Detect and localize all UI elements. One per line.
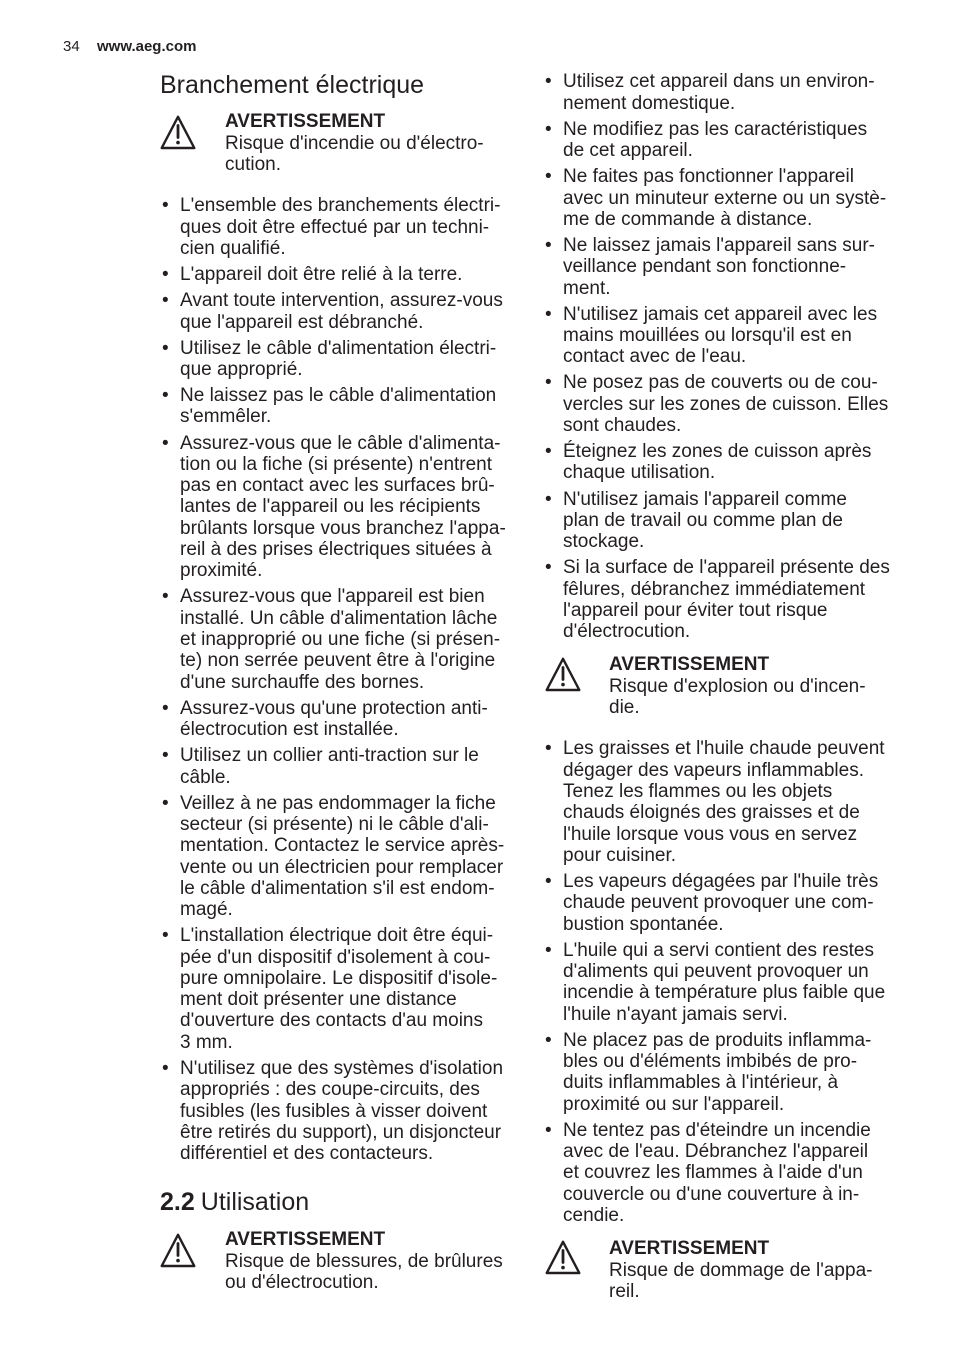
list-item	[180, 290, 506, 333]
bullet-text-line: • Ne tentez pas d'éteindre un incendie	[563, 1119, 871, 1141]
bullet-text-line: 3 mm.	[180, 1031, 233, 1053]
bullet-text-line: brûlants lorsque vous branchez l'appa-	[180, 517, 506, 539]
bullet-text-line: dégager des vapeurs inflammables.	[563, 759, 865, 781]
bullet-text-line: • L'huile qui a servi contient des restes	[563, 939, 874, 961]
warning-text-line: Risque d'incendie ou d'électro-	[225, 132, 484, 154]
list-item	[180, 698, 506, 741]
bullet-text-line: pas en contact avec les surfaces brû-	[180, 475, 495, 497]
bullet-text-line: cendie.	[563, 1204, 625, 1226]
bullet-text-line: • Ne placez pas de produits inflamma-	[563, 1029, 872, 1051]
section-title-utilisation	[160, 1187, 309, 1217]
bullet-text-line: d'aliments qui peuvent provoquer un	[563, 961, 869, 982]
list-item	[563, 1120, 885, 1226]
list-item	[563, 235, 890, 299]
bullet-text-line: vente ou un électricien pour remplacer	[180, 856, 504, 878]
section-title-branchement: Branchement électrique	[160, 71, 425, 99]
page-number: 34	[63, 38, 80, 55]
list-item	[563, 489, 890, 553]
bullet-text-line: chauds éloignés des graisses et de	[563, 802, 860, 824]
bullet-text-line: que l'appareil est débranché.	[180, 311, 424, 333]
bullet-text-line: et couvrez les flammes à l'aide d'un	[563, 1162, 863, 1184]
usage-list	[563, 71, 890, 647]
bullet-text-line: d'ouverture des contacts d'au moins	[180, 1010, 483, 1032]
bullet-text-line: te) non serrée peuvent être à l'origine	[180, 650, 496, 672]
bullet-text-line: chaque utilisation.	[563, 462, 716, 484]
list-item	[563, 738, 885, 866]
bullet-text-line: chaude peuvent provoquer une com-	[563, 892, 874, 914]
warning-box	[225, 1229, 503, 1294]
bullet-text-line: • Les vapeurs dégagées par l'huile très	[563, 870, 879, 892]
bullet-text-line: • L'ensemble des branchements électri-	[180, 195, 501, 217]
bullet-text-line: • Assurez-vous qu'une protection anti-	[180, 697, 488, 719]
bullet-text-line: duits inflammables à l'intérieur, à	[563, 1072, 839, 1094]
bullet-text-line: ques doit être effectué par un techni-	[180, 216, 490, 238]
bullet-text-line: et inapproprié ou une fiche (si présen-	[180, 629, 501, 651]
bullet-text-line: sont chaudes.	[563, 415, 682, 437]
list-item	[563, 71, 890, 114]
warning-text-line: die.	[609, 697, 640, 719]
bullet-text-line: couvercle ou d'une couverture à in-	[563, 1183, 860, 1205]
bullet-text-line: vercles sur les zones de cuisson. Elles	[563, 393, 889, 415]
warning-triangle-icon	[545, 1240, 581, 1275]
warning-title: AVERTISSEMENT	[225, 111, 386, 133]
list-item	[180, 925, 506, 1053]
bullet-text-line: pure omnipolaire. Le dispositif d'isole-	[180, 967, 498, 989]
bullet-text-line: câble.	[180, 766, 231, 788]
warning-title: AVERTISSEMENT	[609, 654, 770, 676]
bullet-text-line: le câble d'alimentation s'il est endom-	[180, 877, 495, 899]
bullet-text-line: • Utilisez un collier anti-traction sur le	[180, 745, 479, 767]
bullet-text-line: magé.	[180, 899, 233, 921]
bullet-text-line: d'une surchauffe des bornes.	[180, 671, 425, 693]
list-item	[180, 385, 506, 428]
bullet-text-line: • Ne laissez pas le câble d'alimentation	[180, 385, 497, 407]
bullet-text-line: avec un minuteur externe ou un systè-	[563, 187, 887, 209]
bullet-text-line: • Utilisez cet appareil dans un environ-	[563, 71, 875, 93]
bullet-text-line: • Ne faites pas fonctionner l'appareil	[563, 166, 854, 188]
bullet-text-line: électrocution est installée.	[180, 719, 399, 741]
bullet-text-line: • Assurez-vous que le câble d'alimenta-	[180, 432, 501, 454]
website-url: www.aeg.com	[97, 38, 197, 55]
bullet-text-line: • Éteignez les zones de cuisson après	[563, 441, 872, 463]
bullet-text-line: reil à des prises électriques situées à	[180, 539, 492, 561]
bullet-text-line: • N'utilisez jamais cet appareil avec les	[563, 303, 878, 325]
bullet-text-line: que approprié.	[180, 358, 303, 380]
bullet-text-line: cien qualifié.	[180, 237, 286, 259]
bullet-text-line: • Ne posez pas de couverts ou de cou-	[563, 372, 878, 394]
warning-text-line: reil.	[609, 1281, 640, 1303]
warning-triangle-icon	[545, 657, 581, 692]
bullet-text-line: veillance pendant son fonctionne-	[563, 256, 847, 278]
bullet-text-line: de cet appareil.	[563, 140, 693, 162]
warning-title: AVERTISSEMENT	[609, 1238, 770, 1260]
list-item	[563, 304, 890, 368]
bullet-text-line: être retirés du support), un disjoncteur	[180, 1121, 502, 1143]
bullet-text-line: • Utilisez le câble d'alimentation électri-	[180, 337, 497, 359]
warning-triangle-icon	[160, 115, 196, 150]
bullet-text-line: mains mouillées ou lorsqu'il est en	[563, 324, 852, 346]
bullet-text-line: l'appareil pour éviter tout risque	[563, 599, 828, 621]
bullet-text-line: • Avant toute intervention, assurez-vous	[180, 290, 503, 312]
warning-text-line: Risque de blessures, de brûlures	[225, 1250, 503, 1272]
bullet-text-line: pée d'un dispositif d'isolement à cou-	[180, 946, 491, 968]
bullet-text-line: plan de travail ou comme plan de	[563, 509, 843, 531]
warning-title: AVERTISSEMENT	[225, 1229, 386, 1251]
bullet-text-line: bustion spontanée.	[563, 913, 724, 935]
list-item	[180, 338, 506, 381]
bullet-text-line: pour cuisiner.	[563, 844, 677, 866]
bullet-text-line: l'huile lorsque vous vous en servez	[563, 823, 858, 845]
bullet-text-line: • Veillez à ne pas endommager la fiche	[180, 792, 496, 814]
list-item	[563, 940, 885, 1025]
warning-box	[609, 654, 866, 719]
bullet-text-line: • N'utilisez que des systèmes d'isolation	[180, 1057, 504, 1079]
bullet-text-line: nement domestique.	[563, 92, 736, 114]
bullet-text-line: secteur (si présente) ni le câble d'ali-	[180, 813, 489, 835]
bullet-text-line: incendie à température plus faible que	[563, 982, 886, 1004]
list-item	[563, 372, 890, 436]
bullet-text-line: Tenez les flammes ou les objets	[563, 780, 833, 802]
list-item	[563, 441, 890, 484]
warning-triangle-icon	[160, 1233, 196, 1268]
bullet-text-line: • L'appareil doit être relié à la terre.	[180, 264, 463, 286]
list-item	[563, 166, 890, 230]
bullet-text-line: tion ou la fiche (si présente) n'entrent	[180, 453, 493, 475]
warning-text-line: Risque d'explosion ou d'incen-	[609, 675, 866, 697]
bullet-text-line: contact avec de l'eau.	[563, 346, 747, 368]
warning-text-line: Risque de dommage de l'appa-	[609, 1259, 873, 1281]
warning-box	[225, 111, 484, 176]
bullet-text-line: ment doit présenter une distance	[180, 989, 457, 1011]
bullet-text-line: lantes de l'appareil ou les récipients	[180, 496, 481, 518]
bullet-text-line: • Assurez-vous que l'appareil est bien	[180, 586, 485, 608]
list-item	[180, 264, 506, 285]
list-item	[180, 433, 506, 582]
bullet-text-line: me de commande à distance.	[563, 208, 813, 230]
bullet-text-line: proximité.	[180, 560, 263, 582]
bullet-text-line: différentiel et des contacteurs.	[180, 1143, 434, 1165]
bullet-text-line: fusibles (les fusibles à visser doivent	[180, 1100, 488, 1122]
list-item	[563, 557, 890, 642]
bullet-text-line: installé. Un câble d'alimentation lâche	[180, 607, 498, 629]
list-item	[563, 1030, 885, 1115]
bullet-text-line: • Ne modifiez pas les caractéristiques	[563, 118, 868, 140]
bullet-text-line: proximité ou sur l'appareil.	[563, 1093, 785, 1115]
bullet-text-line: bles ou d'éléments imbibés de pro-	[563, 1051, 858, 1073]
bullet-text-line: l'huile n'ayant jamais servi.	[563, 1003, 788, 1025]
list-item	[180, 1058, 506, 1164]
list-item	[563, 871, 885, 935]
bullet-text-line: ment.	[563, 277, 611, 299]
list-item	[180, 195, 506, 259]
list-item	[180, 745, 506, 788]
bullet-text-line: • Ne laissez jamais l'appareil sans sur-	[563, 234, 875, 256]
bullet-text-line: fêlures, débranchez immédiatement	[563, 578, 866, 600]
bullet-text-line: stockage.	[563, 531, 645, 553]
bullet-text-line: • Les graisses et l'huile chaude peuvent	[563, 738, 885, 760]
list-item	[180, 793, 506, 921]
bullet-text-line: appropriés : des coupe-circuits, des	[180, 1079, 480, 1101]
bullet-text-line: • N'utilisez jamais l'appareil comme	[563, 488, 847, 510]
bullet-text-line: • Si la surface de l'appareil présente des	[563, 557, 890, 579]
fire-safety-list	[563, 738, 885, 1231]
list-item	[563, 119, 890, 162]
electrical-connection-list	[180, 195, 506, 1169]
warning-text-line: ou d'électrocution.	[225, 1272, 379, 1294]
bullet-text-line: s'emmêler.	[180, 406, 272, 428]
warning-box	[609, 1238, 872, 1303]
bullet-text-line: • L'installation électrique doit être équi-	[180, 925, 494, 947]
section-name: Utilisation	[200, 1188, 310, 1216]
list-item	[180, 586, 506, 692]
bullet-text-line: avec de l'eau. Débranchez l'appareil	[563, 1141, 869, 1163]
warning-text-line: cution.	[225, 154, 281, 176]
bullet-text-line: mentation. Contactez le service après-	[180, 835, 505, 857]
bullet-text-line: d'électrocution.	[563, 621, 691, 643]
section-number: 2.2	[160, 1188, 195, 1216]
